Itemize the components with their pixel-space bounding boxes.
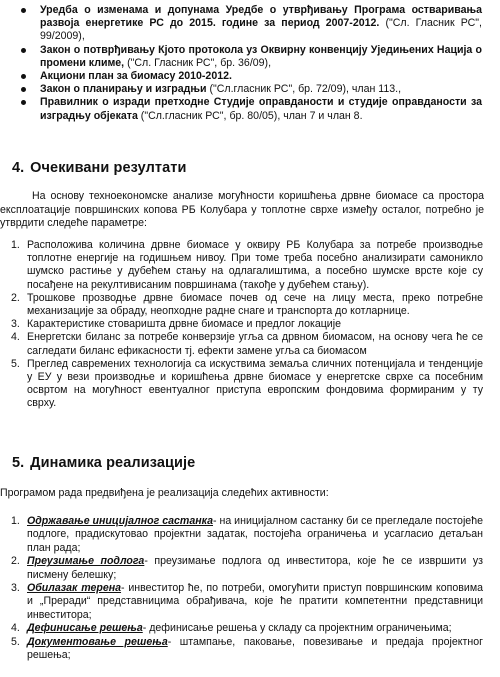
section-5-heading: 5. Динамика реализације xyxy=(12,455,196,471)
list-item: 3. Обилазак терена- инвеститор ће, по потреби, омогућити приступ површинским коповима и „Преради“ представницима обрађивача, које ће пратити компетентни представници инвеститора; xyxy=(11,582,483,621)
bullet-icon xyxy=(21,100,26,105)
list-item: Уредба о изменама и допунама Уредбе о утврђивању Програма остваривања развоја енергетике РС до 2015. године за период 2007-2012. ("Сл. Гласник РС", 99/2009), xyxy=(0,4,500,44)
bullet-icon xyxy=(21,74,26,79)
list-item: 5. Преглед савремених технологија са искуствима земаља сличних потенцијала и тенденције у ЕУ у вези производње и коришћења дрвне биомасе у енергетске сврхе са посебним освртом на могућност евентуалног приступа европским фондовима формираним у ту сврху. xyxy=(11,357,483,410)
section-4-intro: На основу техноекономске анализе могућности коришћења дрвне биомасе са простора експлоатације површинских копова РБ Колубара у топлотне сврхе између осталог, потребно је утврдити следеће параметре: xyxy=(0,190,484,230)
list-item: Закон о планирању и изградњи ("Сл.гласник РС", бр. 72/09), члан 113., xyxy=(0,83,500,96)
list-item: 1. Расположива количина дрвне биомасе у оквиру РБ Колубара за потребе производње топлотне енергије на годишњем нивоу. При томе треба посебно анализирати самоникло шумско растиње у дубећем стању на одлагалиштима, а посебно шумске врсте које су посађене на рекултивисаним површинама (такође у дубећем стању). xyxy=(11,239,483,291)
list-item: Правилник о изради претходне Студије оправданости и студије оправданости за изградњу објеката ("Сл.гласник РС", бр. 80/05), члан 7 и члан 8. xyxy=(0,96,500,122)
regulations-list xyxy=(0,4,500,123)
expected-results-list xyxy=(0,239,500,411)
bullet-icon xyxy=(21,48,26,53)
list-item: 4. Дефинисање решења- дефинисање решења у складу са пројектним ограничењима; xyxy=(11,622,452,635)
list-item: Закон о потврђивању Кјото протокола уз Оквирну конвенцију Уједињених Нација о промени климе, ("Сл. Гласник РС", бр. 36/09), xyxy=(0,44,500,70)
activities-list xyxy=(0,515,500,662)
bullet-icon xyxy=(21,8,26,13)
list-item: 5. Документовање решења- штампање, паковање, повезивање и предаја пројектног решења; xyxy=(11,635,483,662)
list-item: 3. Карактеристике стоваришта дрвне биомасе и предлог локације xyxy=(11,318,341,331)
section-4-heading: 4. Очекивани резултати xyxy=(12,160,187,176)
bullet-icon xyxy=(21,87,26,92)
section-5-intro: Програмом рада предвиђена је реализација следећих активности: xyxy=(0,487,329,499)
list-item: 2. Преузимање подлога- преузимање подлога од инвеститора, које ће се извршити уз писмену белешку; xyxy=(11,555,483,581)
list-item: Акциони план за биомасу 2010-2012. xyxy=(0,70,500,83)
list-item: 4. Енергетски биланс за потребе конверзије угља са дрвном биомасом, на основу чега ће се сагледати биланс ефикасности тј. ефекти замене угља са биомасом xyxy=(11,331,483,357)
list-item: 2. Трошкове прозводње дрвне биомасе почев од сече на лицу места, преко потребне механизације за обраду, неопходне радне снаге и транспорта до котларнице. xyxy=(11,291,483,318)
list-item: 1. Одржавање иницијалног састанка- на иницијалном састанку би се прегледале постојеће подлоге, прадискутовао пројектни задатак, постојећа ограничења и усагласио детаљан план рада; xyxy=(11,515,483,554)
